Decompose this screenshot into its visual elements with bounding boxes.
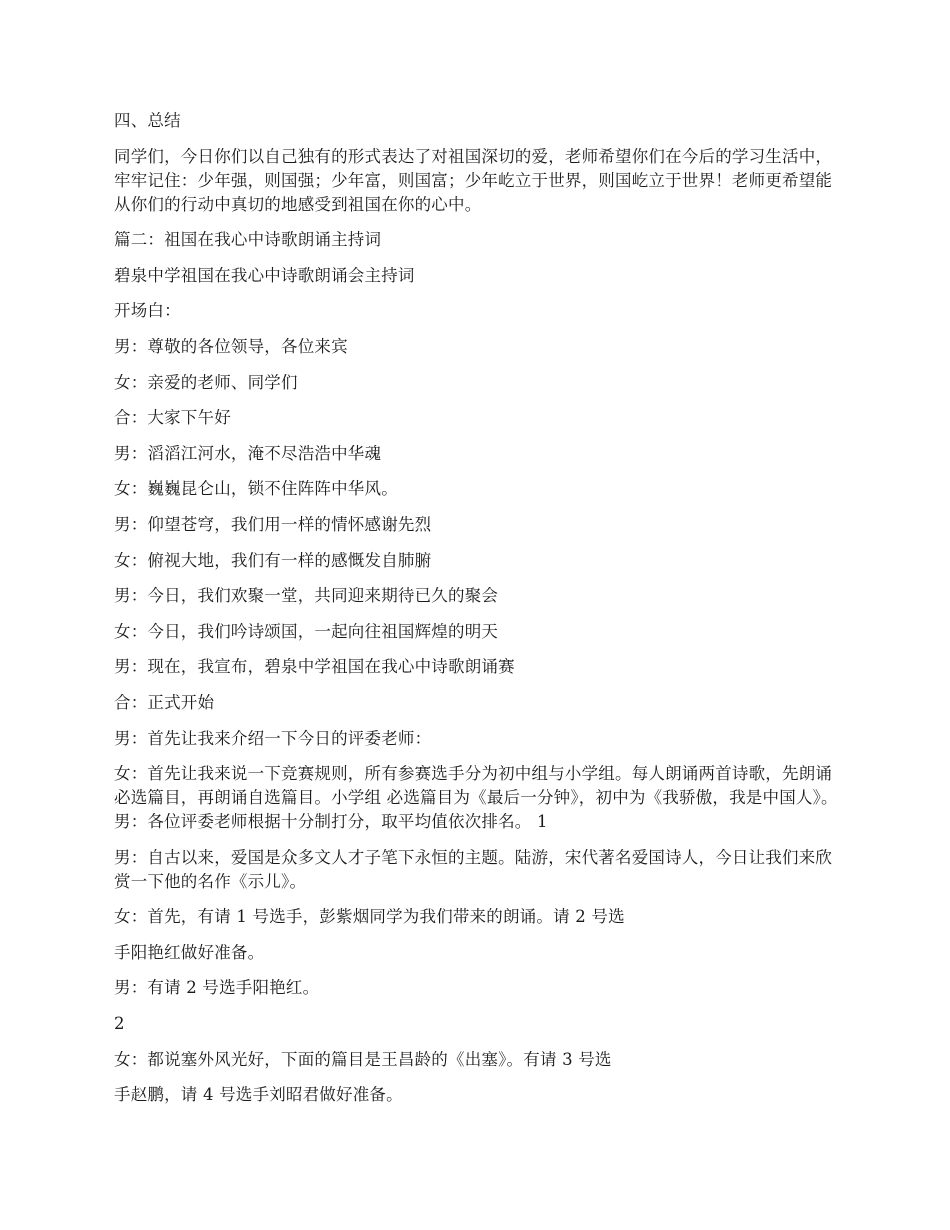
document-page [114,109,844,1119]
dialogue-line: 女：今日，我们吟诗颂国，一起向往祖国辉煌的明天 [114,621,499,641]
dialogue-line: 男：自古以来，爱国是众多文人才子笔下永恒的主题。陆游，宋代著名爱国诗人，今日让我们来欣赏一下他的名作《示儿》。 [114,847,833,891]
dialogue-line: 女：亲爱的老师、同学们 [114,372,298,392]
section-heading: 四、总结 [114,111,181,130]
article-title: 篇二：祖国在我心中诗歌朗诵主持词 [114,230,382,250]
dialogue-line: 女：首先，有请 1 号选手，彭紫烟同学为我们带来的朗诵。请 2 号选 [114,907,625,927]
dialogue-line: 男：首先让我来介绍一下今日的评委老师： [114,728,432,748]
dialogue-line: 男：有请 2 号选手阳艳红。 [114,978,320,998]
dialogue-line: 女：首先让我来说一下竞赛规则，所有参赛选手分为初中组与小学组。每人朗诵两首诗歌，先朗诵必选篇目，再朗诵自选篇目。小学组 必选篇目为《最后一分钟》，初中为《我骄傲，我是中国人》。 男：各位评委老师根据十分制打分，取平均值依次排名。 1 [114,764,838,832]
dialogue-line: 女：俯视大地，我们有一样的感慨发自肺腑 [114,550,432,570]
dialogue-line: 手赵鹏，请 4 号选手刘昭君做好准备。 [114,1085,403,1105]
dialogue-line: 女：巍巍昆仑山，锁不住阵阵中华风。 [114,479,398,499]
paragraph: 同学们，今日你们以自己独有的形式表达了对祖国深切的爱，老师希望你们在今后的学习生活中，牢牢记住：少年强，则国强；少年富，则国富；少年屹立于世界，则国屹立于世界！老师更希望能从你们的行动中真切的地感受到祖国在你的心中。 [114,146,833,214]
dialogue-line: 男：仰望苍穹，我们用一样的情怀感谢先烈 [114,514,432,534]
subtitle: 碧泉中学祖国在我心中诗歌朗诵会主持词 [114,265,415,285]
dialogue-line: 男：滔滔江河水，淹不尽浩浩中华魂 [114,443,382,463]
paragraph: 开场白： [114,301,181,321]
dialogue-line: 男：现在，我宣布，碧泉中学祖国在我心中诗歌朗诵赛 [114,657,515,677]
dialogue-line: 男：尊敬的各位领导，各位来宾 [114,336,348,356]
dialogue-line: 男：今日，我们欢聚一堂，共同迎来期待已久的聚会 [114,586,499,606]
dialogue-line: 合：正式开始 [114,692,215,712]
dialogue-line: 女：都说塞外风光好，下面的篇目是王昌龄的《出塞》。有请 3 号选 [114,1049,612,1069]
page-number: 2 [114,1014,125,1034]
dialogue-line: 合：大家下午好 [114,408,231,428]
dialogue-line: 手阳艳红做好准备。 [114,942,265,962]
